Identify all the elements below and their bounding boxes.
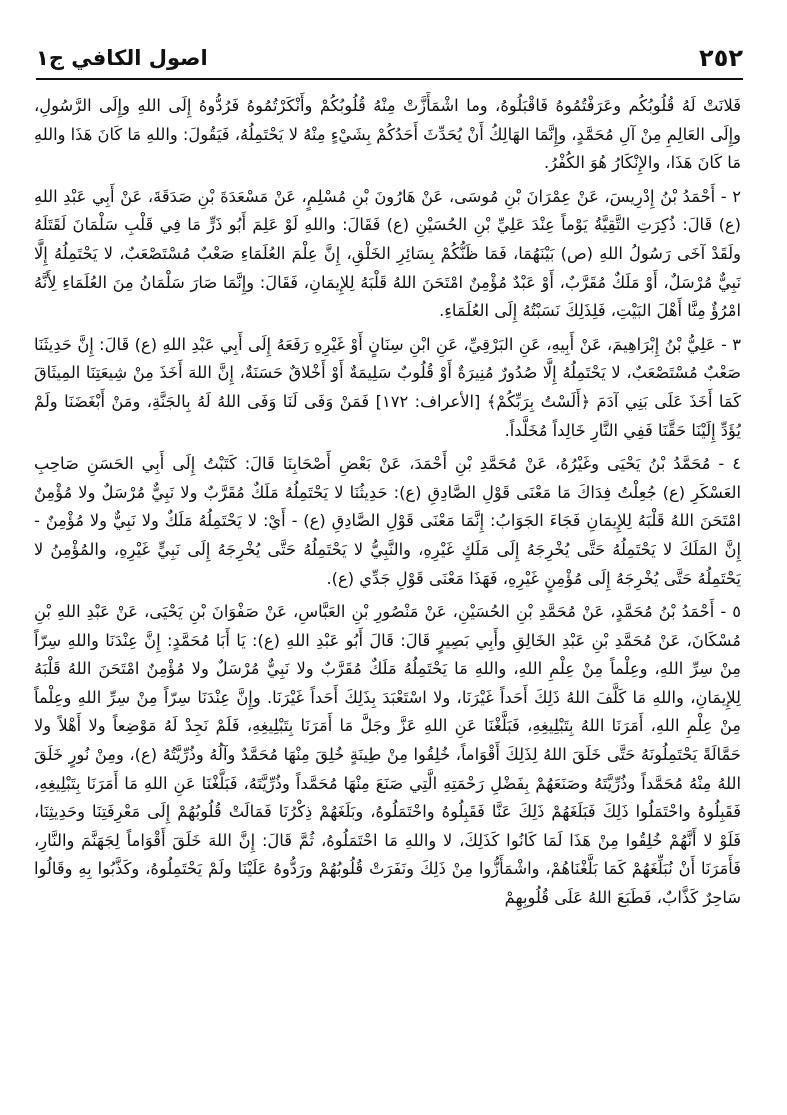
page-number: ٢٥٢ [699,44,743,72]
paragraph-continuation: فَلانَتْ لَهُ قُلُوبُكُم وعَرَفْتُمُوهُ فَاقْبَلُوهُ، وما اشْمَأَزَّتْ مِنْهُ قُلُوبُكُمْ وأَنْكَرْتُمُوهُ فَرُدُّوهُ إِلَى اللهِ وإِلَى الرَّسُولِ، وإِلَى العَالِمِ مِنْ آلِ مُحَمَّدٍ، وإِنَّمَا الهَالِكُ أَنْ يُحَدِّثَ أَحَدُكُمْ بِشَيْءٍ مِنْهُ لا يَحْتَمِلُهُ، فَيَقُولَ: واللهِ مَا كَانَ هَذَا واللهِ مَا كَانَ هَذَا، والإِنْكَارُ هُوَ الكُفْرُ. [34,96,741,173]
hadith-4: ٤ - مُحَمَّدُ بْنُ يَحْيَى وغَيْرُهُ، عَنْ مُحَمَّدِ بْنِ أَحْمَدَ، عَنْ بَعْضِ أَصْحَابِنَا قَالَ: كَتَبْتُ إِلَى أَبِي الحَسَنِ صَاحِبِ العَسْكَرِ (ع) جُعِلْتُ فِدَاكَ مَا مَعْنَى قَوْلِ الصَّادِقِ (ع): حَدِيثُنَا لا يَحْتَمِلُهُ مَلَكٌ مُقَرَّبٌ ولا نَبِيٌّ مُرْسَلٌ ولا مُؤْمِنٌ امْتَحَنَ اللهُ قَلْبَهُ لِلإِيمَانِ فَجَاءَ الجَوَابُ: إِنَّمَا مَعْنَى قَوْلِ الصَّادِقِ (ع) - أَيْ: لا يَحْتَمِلُهُ مَلَكٌ ولا نَبِيٌّ ولا مُؤْمِنٌ - إِنَّ المَلَكَ لا يَحْتَمِلُهُ حَتَّى يُخْرِجَهُ إِلَى مَلَكٍ غَيْرِهِ، والنَّبِيُّ لا يَحْتَمِلُهُ حَتَّى يُخْرِجَهُ إِلَى نَبِيٍّ غَيْرِهِ، والمُؤْمِنُ لا يَحْتَمِلُهُ حَتَّى يُخْرِجَهُ إِلَى مُؤْمِنٍ غَيْرِهِ، فَهَذَا مَعْنَى قَوْلِ جَدِّي (ع). [34,454,741,588]
page-header [36,38,743,80]
page-body [34,92,741,1111]
hadith-5: ٥ - أَحْمَدُ بْنُ مُحَمَّدٍ، عَنْ مُحَمَّدِ بْنِ الحُسَيْنِ، عَنْ مَنْصُورِ بْنِ العَبَّاسِ، عَنْ صَفْوَانَ بْنِ يَحْيَى، عَنْ عَبْدِ اللهِ بْنِ مُسْكَانَ، عَنْ مُحَمَّدِ بْنِ عَبْدِ الخَالِقِ وأَبِي بَصِيرٍ قَالَ: قَالَ أَبُو عَبْدِ اللهِ (ع): يَا أَبَا مُحَمَّدٍ: إِنَّ عِنْدَنَا واللهِ سِرّاً مِنْ سِرِّ اللهِ، وعِلْماً مِنْ عِلْمِ اللهِ، واللهِ مَا يَحْتَمِلُهُ مَلَكٌ مُقَرَّبٌ ولا نَبِيٌّ مُرْسَلٌ ولا مُؤْمِنٌ امْتَحَنَ اللهُ قَلْبَهُ لِلإِيمَانِ، واللهِ مَا كَلَّفَ اللهُ ذَلِكَ أَحَداً غَيْرَنَا، ولا اسْتَعْبَدَ بِذَلِكَ أَحَداً غَيْرَنَا. وإِنَّ عِنْدَنَا سِرّاً مِنْ سِرِّ اللهِ وعِلْماً مِنْ عِلْمِ اللهِ، أَمَرَنَا اللهُ بِتَبْلِيغِهِ، فَبَلَّغْنَا عَنِ اللهِ عَزَّ وجَلَّ مَا أَمَرَنَا بِتَبْلِيغِهِ، فَلَمْ نَجِدْ لَهُ مَوْضِعاً ولا أَهْلاً ولا حَمَّالَةً يَحْتَمِلُونَهُ حَتَّى خَلَقَ اللهُ لِذَلِكَ أَقْوَاماً، خُلِقُوا مِنْ طِينَةٍ خُلِقَ مِنْهَا مُحَمَّدٌ وآلُهُ وذُرِّيَّتُهُ (ع)، ومِنْ نُورٍ خَلَقَ اللهُ مِنْهُ مُحَمَّداً وذُرِّيَّتَهُ وصَنَعَهُمْ بِفَضْلِ رَحْمَتِهِ الَّتِي صَنَعَ مِنْهَا مُحَمَّداً وذُرِّيَّتَهُ، فَبَلَّغْنَا عَنِ اللهِ مَا أَمَرَنَا بِتَبْلِيغِهِ، فَقَبِلُوهُ واحْتَمَلُوا ذَلِكَ فَبَلَغَهُمْ ذَلِكَ عَنَّا فَقَبِلُوهُ واحْتَمَلُوهُ، وبَلَغَهُمْ ذِكْرُنَا فَمَالَتْ قُلُوبُهُمْ إِلَى مَعْرِفَتِنَا وحَدِيثِنَا، فَلَوْ لا أَنَّهُمْ خُلِقُوا مِنْ هَذَا لَمَا كَانُوا كَذَلِكَ، لا واللهِ مَا احْتَمَلُوهُ، ثُمَّ قَالَ: إِنَّ اللهَ خَلَقَ أَقْوَاماً لِجَهَنَّمَ والنَّارِ، فَأَمَرَنَا أَنْ نُبَلِّغَهُمْ كَمَا بَلَّغْنَاهُمْ، واشْمَأَزُّوا مِنْ ذَلِكَ ونَفَرَتْ قُلُوبُهُمْ ورَدُّوهُ عَلَيْنَا ولَمْ يَحْتَمِلُوهُ، وكَذَّبُوا بِهِ وقَالُوا سَاحِرٌ كَذَّابٌ، فَطَبَعَ اللهُ عَلَى قُلُوبِهِمْ [34,602,741,908]
running-title: اصول الكافي ج١ [36,46,208,70]
hadith-2: ٢ - أَحْمَدُ بْنُ إِدْرِيسَ، عَنْ عِمْرَانَ بْنِ مُوسَى، عَنْ هَارُونَ بْنِ مُسْلِمٍ، عَنْ مَسْعَدَةَ بْنِ صَدَقَةَ، عَنْ أَبِي عَبْدِ اللهِ (ع) قَالَ: ذُكِرَتِ التَّقِيَّةُ يَوْماً عِنْدَ عَلِيِّ بْنِ الحُسَيْنِ (ع) فَقَالَ: واللهِ لَوْ عَلِمَ أَبُو ذَرٍّ مَا فِي قَلْبِ سَلْمَانَ لَقَتَلَهُ ولَقَدْ آخَى رَسُولُ اللهِ (ص) بَيْنَهُمَا، فَمَا ظَنُّكُمْ بِسَائِرِ الخَلْقِ، إِنَّ عِلْمَ العُلَمَاءِ صَعْبٌ مُسْتَصْعَبٌ، لا يَحْتَمِلُهُ إِلَّا نَبِيٌّ مُرْسَلٌ، أَوْ مَلَكٌ مُقَرَّبٌ، أَوْ عَبْدٌ مُؤْمِنٌ امْتَحَنَ اللهُ قَلْبَهُ لِلإِيمَانِ، فَقَالَ: وإِنَّمَا صَارَ سَلْمَانُ مِنَ العُلَمَاءِ لِأَنَّهُ امْرُؤٌ مِنَّا أَهْلَ البَيْتِ، فَلِذَلِكَ نَسَبْتُهُ إِلَى العُلَمَاءِ. [34,186,741,321]
hadith-3: ٣ - عَلِيُّ بْنُ إِبْرَاهِيمَ، عَنْ أَبِيهِ، عَنِ البَرْقِيِّ، عَنِ ابْنِ سِنَانٍ أَوْ غَيْرِهِ رَفَعَهُ إِلَى أَبِي عَبْدِ اللهِ (ع) قَالَ: إِنَّ حَدِيثَنَا صَعْبٌ مُسْتَصْعَبٌ، لا يَحْتَمِلُهُ إِلَّا صُدُورٌ مُنِيرَةٌ أَوْ قُلُوبٌ سَلِيمَةٌ أَوْ أَخْلاقٌ حَسَنَةٌ، إِنَّ اللهَ أَخَذَ مِنْ شِيعَتِنَا المِيثَاقَ كَمَا أَخَذَ عَلَى بَنِي آدَمَ ﴿أَلَسْتُ بِرَبِّكُمْ﴾ [الأعراف: ١٧٢] فَمَنْ وَفَى لَنَا وَفَى اللهُ لَهُ بِالجَنَّةِ، ومَنْ أَبْغَضَنَا ولَمْ يُؤَدِّ إِلَيْنَا حَقَّنَا فَفِي النَّارِ خَالِداً مُخَلَّداً. [34,334,741,440]
